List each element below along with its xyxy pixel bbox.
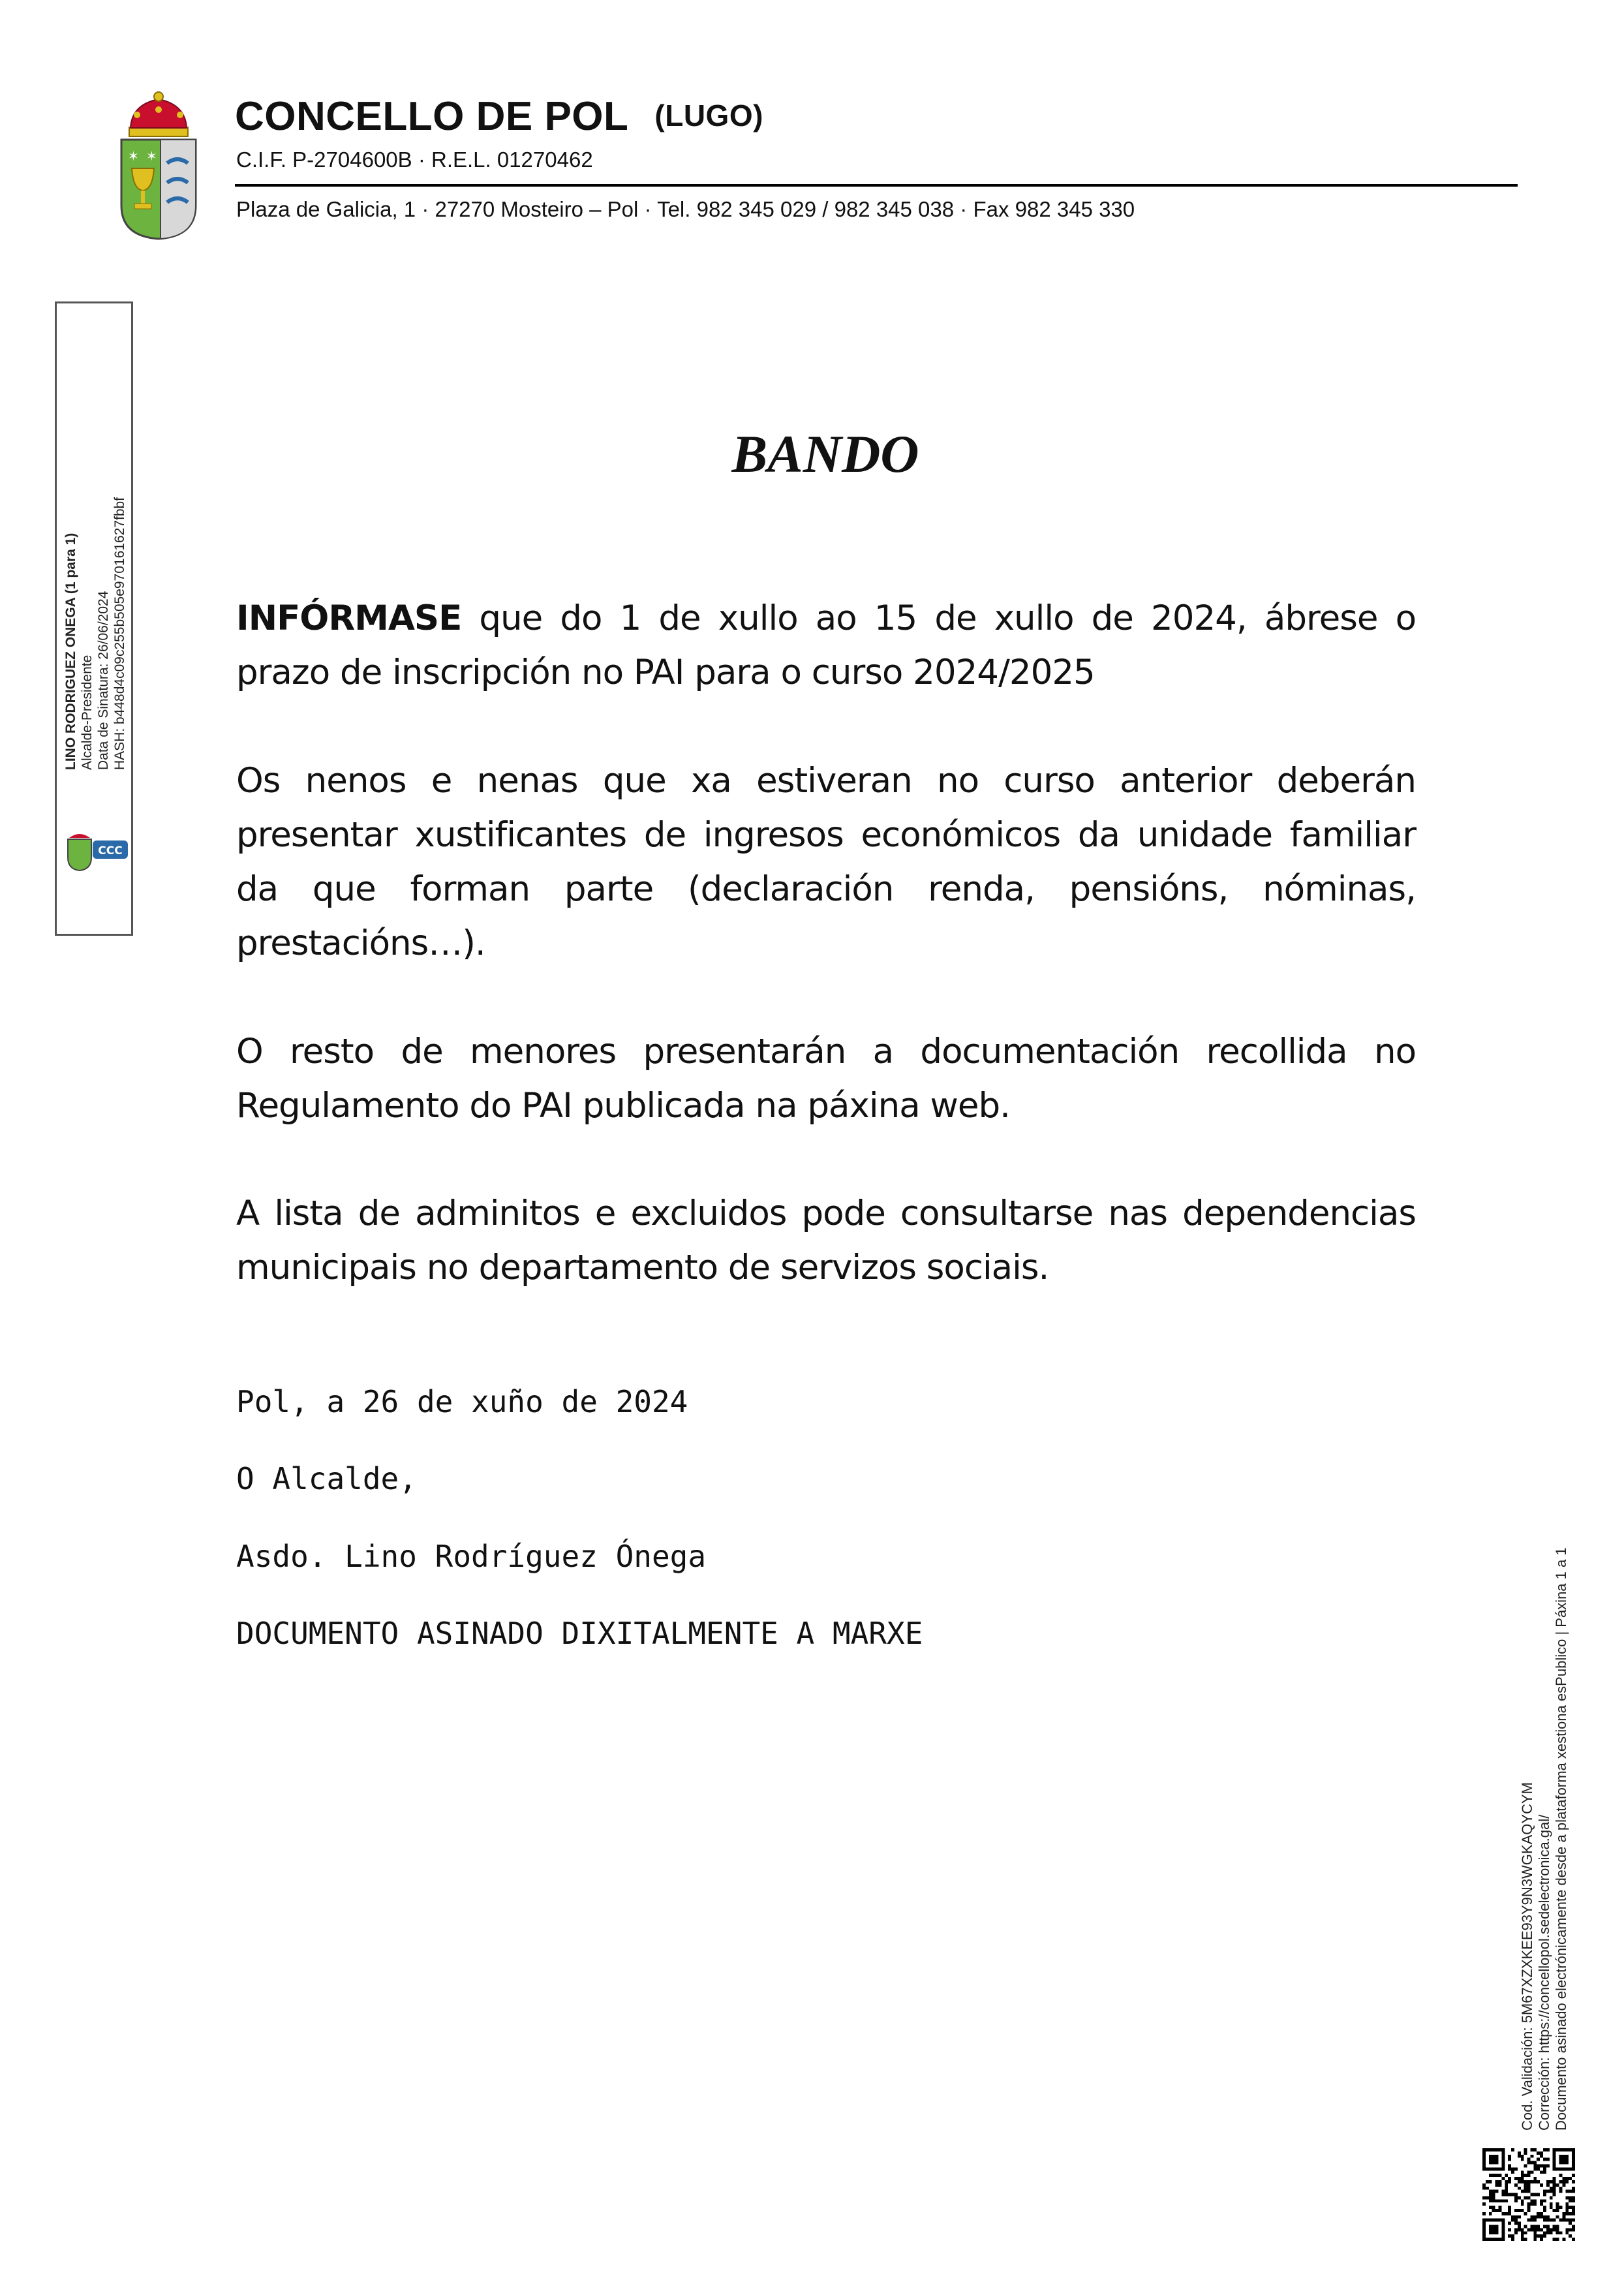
svg-text:✶: ✶ bbox=[146, 148, 157, 164]
digital-signature-note: DOCUMENTO ASINADO DIXITALMENTE A MARXE bbox=[236, 1616, 923, 1651]
paragraph-2: Os nenos e nenas que xa estiveran no curso anterior deberán presentar xustificantes de ingresos económicos da unidade familiar da que forman parte (declaración renda, pensións, nóminas, prestacións…). bbox=[236, 761, 1416, 963]
signatory-role: O Alcalde, bbox=[236, 1461, 417, 1496]
org-cif-line: C.I.F. P-2704600B · R.E.L. 01270462 bbox=[236, 147, 593, 172]
org-name: CONCELLO DE POL (LUGO) bbox=[235, 94, 763, 139]
validation-note: Documento asinado electrónicamente desde a plataforma xestiona esPublico | Páxina 1 a 1 bbox=[1553, 1547, 1569, 2131]
signer-name: LINO RODRIGUEZ ONEGA (1 para 1) bbox=[63, 532, 78, 770]
org-region: (LUGO) bbox=[654, 99, 763, 132]
signatory-name: Asdo. Lino Rodríguez Ónega bbox=[236, 1539, 707, 1574]
validation-code: Cod. Validación: 5M67XZXKEE93Y9N3WGKAQYCYM bbox=[1519, 1782, 1535, 2131]
qr-code-icon[interactable] bbox=[1482, 2148, 1575, 2241]
signature-date: Data de Sinatura: 26/06/2024 bbox=[96, 591, 111, 770]
coat-of-arms-logo bbox=[117, 91, 200, 241]
paragraph-1 bbox=[236, 591, 1416, 700]
paragraph-1-text: que do 1 de xullo ao 15 de xullo de 2024, ábrese o prazo de inscripción no PAI para o curso 2024/2025 bbox=[236, 598, 1416, 692]
signature-text bbox=[63, 444, 128, 770]
signature-seal-icon bbox=[65, 831, 130, 872]
place-date: Pol, a 26 de xuño de 2024 bbox=[236, 1384, 688, 1419]
header-divider bbox=[235, 184, 1518, 187]
signature-hash: HASH: b448d4c09c255b505e970161627fbbf bbox=[112, 497, 127, 770]
paragraph-1-lead: INFÓRMASE bbox=[236, 598, 462, 638]
validation-url: Corrección: https://concellopol.sedelectronica.gal/ bbox=[1536, 1814, 1552, 2131]
svg-text:✶: ✶ bbox=[128, 148, 139, 164]
paragraph-3: O resto de menores presentarán a documentación recollida no Regulamento do PAI publicada na páxina web. bbox=[236, 1032, 1416, 1126]
validation-text bbox=[1519, 1452, 1570, 2131]
paragraph-4: A lista de adminitos e excluidos pode consultarse nas dependencias municipais no departamento de servizos sociais. bbox=[236, 1194, 1416, 1287]
signer-role: Alcalde-Presidente bbox=[80, 655, 95, 770]
document-title: BANDO bbox=[731, 424, 919, 484]
seal-label: CCC bbox=[98, 844, 123, 857]
org-address-line: Plaza de Galicia, 1 · 27270 Mosteiro – Pol · Tel. 982 345 029 / 982 345 038 · Fax 982 345 330 bbox=[236, 197, 1135, 221]
